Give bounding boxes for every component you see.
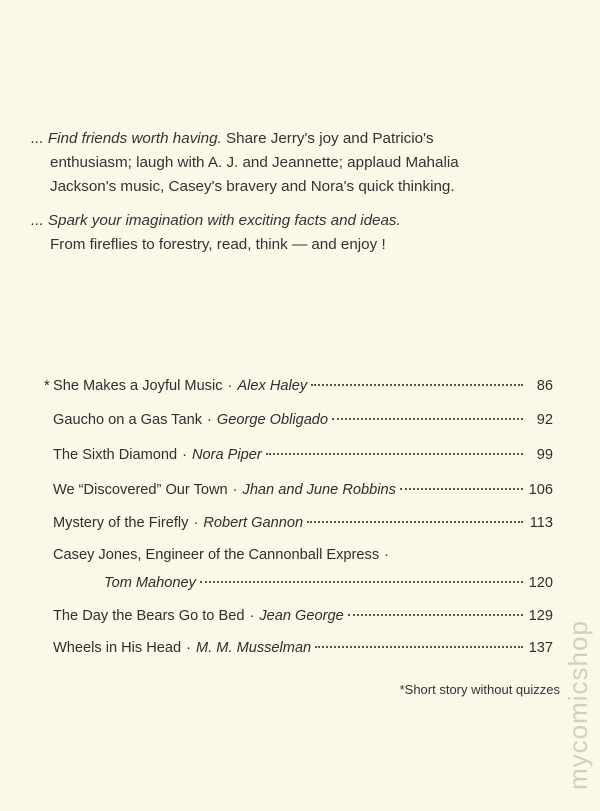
toc-page-number: 99 <box>536 447 553 463</box>
toc-title: Mystery of the Firefly <box>53 515 189 531</box>
intro-text-line2: enthusiasm; laugh with A. J. and Jeannette; applaud Mahalia <box>50 154 459 171</box>
toc-leader-dots <box>348 614 523 616</box>
toc-title: Gaucho on a Gas Tank <box>53 412 203 428</box>
toc-title: We “Discovered” Our Town <box>53 482 228 498</box>
intro-text-line1: Share Jerry's joy and Patricio's <box>221 130 434 147</box>
toc-title: The Sixth Diamond <box>53 447 178 463</box>
toc-leader-dots <box>307 521 523 523</box>
toc-separator: · <box>193 515 199 531</box>
toc-leader-dots <box>266 453 523 455</box>
toc-author: Jean George <box>259 608 344 624</box>
toc-page-number: 106 <box>528 482 553 498</box>
toc-page-number: 86 <box>536 378 553 394</box>
toc-author: Nora Piper <box>191 447 262 463</box>
watermark: mycomicshop <box>563 620 593 790</box>
toc-separator: · <box>186 640 192 656</box>
toc-author: Tom Mahoney <box>104 575 196 591</box>
toc-entry[interactable] <box>44 447 553 463</box>
toc-separator: · <box>384 547 389 563</box>
toc-page-number: 137 <box>528 640 553 656</box>
toc-entry[interactable] <box>44 378 553 394</box>
toc-leader-dots <box>315 646 523 648</box>
toc-page-number: 92 <box>536 412 553 428</box>
toc-entry-continued[interactable] <box>104 575 553 591</box>
toc-separator: · <box>232 482 238 498</box>
toc-title: Wheels in His Head <box>53 640 182 656</box>
toc-entry[interactable] <box>44 608 553 624</box>
toc-page-number: 129 <box>528 608 553 624</box>
toc-leader-dots <box>332 418 523 420</box>
toc-leader-dots <box>200 581 523 583</box>
toc-page-number: 120 <box>528 575 553 591</box>
footnote: *Short story without quizzes <box>399 682 560 697</box>
toc-separator: · <box>249 608 255 624</box>
intro-text-line3: Jackson's music, Casey's bravery and Nora's quick thinking. <box>50 178 455 195</box>
intro-lead-friends: ... Find friends worth having. <box>31 130 222 147</box>
toc-author: Alex Haley <box>237 378 308 394</box>
toc-entry[interactable] <box>44 412 553 428</box>
toc-entry[interactable] <box>44 547 553 563</box>
toc-author: George Obligado <box>216 412 329 428</box>
toc-author: Robert Gannon <box>203 515 304 531</box>
toc-leader-dots <box>311 384 523 386</box>
toc-title: The Day the Bears Go to Bed <box>53 608 245 624</box>
toc-star: * <box>44 378 50 394</box>
toc-entry[interactable] <box>44 640 553 656</box>
toc-page-number: 113 <box>529 515 553 531</box>
toc-separator: · <box>227 378 233 394</box>
toc-author: M. M. Musselman <box>196 640 312 656</box>
intro-lead-imagination: ... Spark your imagination with exciting facts and ideas. <box>31 212 401 229</box>
toc-leader-dots <box>400 488 523 490</box>
toc-separator: · <box>182 447 187 463</box>
toc-title: Casey Jones, Engineer of the Cannonball Express <box>53 547 380 563</box>
toc-separator: · <box>207 412 212 428</box>
toc-author: Jhan and June Robbins <box>242 482 396 498</box>
toc-title: She Makes a Joyful Music <box>53 378 223 394</box>
intro-text-line4: From fireflies to forestry, read, think — and enjoy ! <box>50 236 386 253</box>
toc-entry[interactable] <box>44 482 553 498</box>
toc-entry[interactable] <box>44 515 553 531</box>
